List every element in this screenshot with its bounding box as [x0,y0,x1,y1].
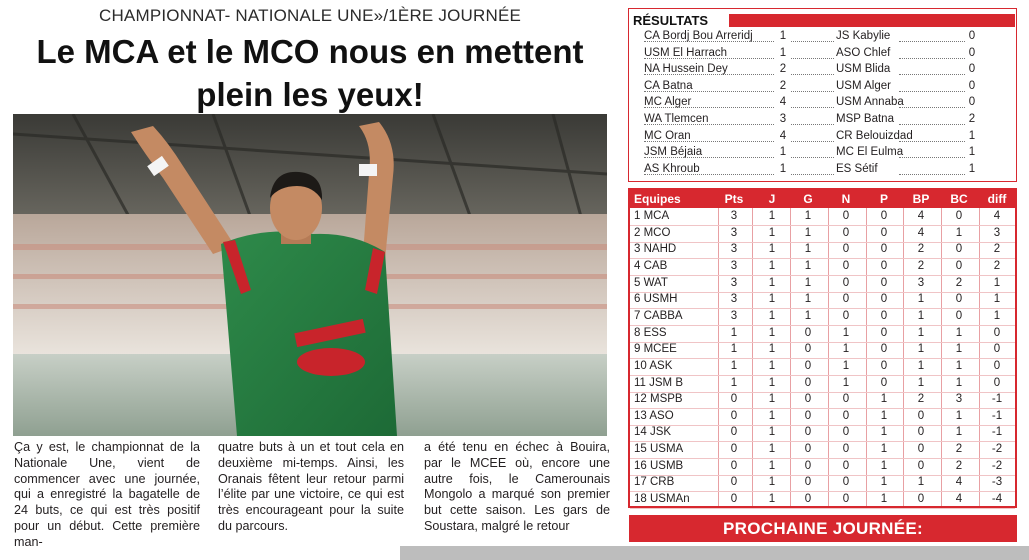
article-headline [0,30,620,116]
cell-pts: 0 [730,476,738,489]
cell-diff: 2 [993,259,1001,272]
cell-p: 0 [880,210,888,222]
cell-bp: 1 [917,376,925,389]
cell-bc: 1 [955,326,963,339]
header-j: J [768,192,776,206]
table-row [630,376,1015,393]
table-row [630,276,1015,293]
cell-j: 1 [768,493,776,506]
result-row [629,95,1017,112]
cell-p: 0 [880,359,888,372]
article-column-2 [218,440,404,535]
result-row [629,145,1017,162]
away-score: 1 [966,130,978,142]
cell-bc: 1 [955,226,963,239]
home-team: AS Khroub [644,162,700,175]
home-score: 2 [777,63,789,75]
cell-bp: 0 [917,426,925,439]
cell-g: 1 [804,309,812,322]
cell-pts: 3 [730,210,738,222]
header-diff: diff [987,192,1007,206]
table-row [630,492,1015,509]
cell-p: 1 [880,493,888,506]
cell-bc: 1 [955,409,963,422]
table-row [630,242,1015,259]
home-team: USM El Harrach [644,46,728,59]
cell-bc: 1 [955,343,963,356]
cell-p: 0 [880,343,888,356]
table-row [630,209,1015,226]
cell-team: 8 ESS [634,326,667,339]
cell-pts: 0 [730,459,738,472]
cell-n: 0 [842,443,850,456]
header-team: Equipes [634,192,681,206]
cell-team: 4 CAB [634,259,668,272]
cell-p: 0 [880,276,888,289]
cell-team: 6 USMH [634,293,678,306]
table-row [630,442,1015,459]
cell-diff: -4 [991,493,1003,506]
cell-g: 1 [804,293,812,306]
cell-pts: 1 [730,343,738,356]
cell-diff: 0 [993,343,1001,356]
cell-j: 1 [768,476,776,489]
result-row [629,112,1017,129]
away-team: ASO Chlef [836,46,891,59]
results-title: RÉSULTATS [633,13,709,28]
table-row [630,259,1015,276]
home-score: 2 [777,80,789,92]
cell-j: 1 [768,326,776,339]
away-team: CR Belouizdad [836,129,913,142]
home-score: 3 [777,113,789,125]
header-p: P [879,192,888,206]
cell-diff: 0 [993,326,1001,339]
cell-pts: 0 [730,443,738,456]
cell-p: 0 [880,293,888,306]
away-team: JS Kabylie [836,30,891,42]
home-team: CA Batna [644,79,693,92]
cell-bp: 1 [917,293,925,306]
cell-g: 1 [804,210,812,222]
cell-p: 0 [880,226,888,239]
cell-g: 1 [804,243,812,256]
cell-n: 0 [842,243,850,256]
table-row [630,309,1015,326]
cell-pts: 3 [730,243,738,256]
cell-g: 0 [804,343,812,356]
cell-j: 1 [768,309,776,322]
cell-pts: 1 [730,359,738,372]
home-team: CA Bordj Bou Arreridj [644,30,753,42]
cell-n: 1 [842,343,850,356]
cell-diff: 0 [993,359,1001,372]
cell-diff: 3 [993,226,1001,239]
cell-p: 1 [880,443,888,456]
cell-pts: 0 [730,393,738,406]
cell-pts: 1 [730,376,738,389]
player-celebration-photo [13,114,607,436]
cell-n: 0 [842,210,850,222]
cell-bp: 2 [917,259,925,272]
cell-g: 1 [804,226,812,239]
cell-bp: 1 [917,476,925,489]
cell-team: 2 MCO [634,226,671,239]
cell-n: 0 [842,459,850,472]
cell-bp: 0 [917,459,925,472]
cell-j: 1 [768,210,776,222]
cell-n: 0 [842,409,850,422]
cell-n: 0 [842,393,850,406]
cell-team: 16 USMB [634,459,684,472]
article-kicker: CHAMPIONNAT- NATIONALE UNE»/1ÈRE JOURNÉE [98,6,522,25]
cell-diff: -1 [991,426,1003,439]
cell-pts: 0 [730,409,738,422]
cell-bp: 4 [917,210,925,222]
table-row [630,409,1015,426]
cell-pts: 3 [730,293,738,306]
next-round-banner: PROCHAINE JOURNÉE: [629,515,1017,542]
cell-pts: 0 [730,493,738,506]
home-score: 1 [777,146,789,158]
cell-bc: 1 [955,359,963,372]
article-column-1 [14,440,200,551]
cell-j: 1 [768,376,776,389]
cell-p: 1 [880,409,888,422]
cell-g: 0 [804,443,812,456]
cell-team: 7 CABBA [634,309,683,322]
cell-pts: 3 [730,309,738,322]
cell-bc: 0 [955,259,963,272]
away-team: USM Alger [836,79,891,92]
away-score: 2 [966,113,978,125]
cell-bp: 0 [917,443,925,456]
cell-j: 1 [768,393,776,406]
table-row [630,342,1015,359]
header-bp: BP [912,192,930,206]
article-column-2-text: quatre buts à un et tout cela en deuxième mi-temps. Ainsi, les Oranais fêtent leur retour parmi l’élite par une victoire, ce qui est très encourageant pour la suite du parcours. [218,440,404,533]
table-row [630,459,1015,476]
cell-pts: 3 [730,259,738,272]
cell-g: 0 [804,376,812,389]
cell-p: 1 [880,426,888,439]
cell-pts: 0 [730,426,738,439]
cell-n: 1 [842,326,850,339]
cell-p: 0 [880,243,888,256]
cell-pts: 3 [730,276,738,289]
cell-diff: 1 [993,276,1001,289]
cell-j: 1 [768,409,776,422]
away-score: 1 [966,146,978,158]
cell-j: 1 [768,359,776,372]
cell-bc: 1 [955,426,963,439]
table-row [630,292,1015,309]
home-score: 4 [777,130,789,142]
cell-n: 0 [842,293,850,306]
cell-n: 0 [842,226,850,239]
result-row [629,62,1017,79]
cell-j: 1 [768,243,776,256]
cell-bp: 1 [917,309,925,322]
headline-line-2: plein les yeux! [196,76,424,113]
results-title-bar [729,14,1015,27]
cell-p: 0 [880,376,888,389]
cell-diff: 2 [993,243,1001,256]
away-score: 0 [966,80,978,92]
cell-g: 1 [804,276,812,289]
standings-table [628,188,1017,508]
cell-team: 15 USMA [634,443,684,456]
result-row [629,29,1017,46]
header-bc: BC [950,192,968,206]
standings-header-row [630,190,1015,208]
cell-diff: 0 [993,376,1001,389]
cell-g: 0 [804,326,812,339]
cell-n: 0 [842,276,850,289]
home-score: 1 [777,163,789,175]
away-score: 0 [966,30,978,42]
cell-bc: 2 [955,276,963,289]
cell-j: 1 [768,459,776,472]
home-score: 1 [777,47,789,59]
cell-diff: -2 [991,443,1003,456]
cell-g: 0 [804,393,812,406]
cell-bp: 2 [917,243,925,256]
photo-illustration [13,114,607,436]
results-box [628,8,1017,182]
cell-g: 1 [804,259,812,272]
cell-g: 0 [804,493,812,506]
cell-n: 0 [842,259,850,272]
cell-j: 1 [768,226,776,239]
away-team: MC El Eulma [836,146,904,159]
cell-diff: 1 [993,293,1001,306]
away-score: 0 [966,96,978,108]
away-team: ES Sétif [836,162,878,175]
cell-j: 1 [768,293,776,306]
cell-bp: 0 [917,493,925,506]
away-score: 1 [966,163,978,175]
cell-n: 0 [842,476,850,489]
page-footer-bar [400,546,1029,560]
cell-bc: 0 [955,210,963,222]
cell-bp: 2 [917,393,925,406]
home-team: NA Hussein Dey [644,63,728,76]
article-column-3 [424,440,610,535]
away-team: USM Annaba [836,96,904,109]
headline-line-1: Le MCA et le MCO nous en mettent [36,33,584,70]
table-row [630,425,1015,442]
cell-pts: 1 [730,326,738,339]
cell-team: 3 NAHD [634,243,677,256]
cell-bc: 4 [955,493,963,506]
cell-bp: 1 [917,343,925,356]
home-team: MC Alger [644,96,692,109]
cell-team: 13 ASO [634,409,674,422]
cell-g: 0 [804,476,812,489]
cell-diff: -3 [991,476,1003,489]
cell-bc: 0 [955,293,963,306]
cell-team: 5 WAT [634,276,668,289]
table-row [630,359,1015,376]
cell-bp: 3 [917,276,925,289]
cell-p: 0 [880,259,888,272]
cell-g: 0 [804,409,812,422]
cell-g: 0 [804,459,812,472]
cell-team: 14 JSK [634,426,672,439]
cell-team: 11 JSM B [634,376,683,389]
cell-team: 18 USMAn [634,493,690,506]
cell-team: 1 MCA [634,210,670,222]
cell-p: 0 [880,326,888,339]
header-g: G [803,192,813,206]
table-row [630,226,1015,243]
cell-bp: 1 [917,359,925,372]
cell-bc: 0 [955,309,963,322]
home-score: 4 [777,96,789,108]
cell-j: 1 [768,259,776,272]
cell-diff: -1 [991,409,1003,422]
table-row [630,392,1015,409]
result-row [629,46,1017,63]
home-score: 1 [777,30,789,42]
cell-p: 0 [880,309,888,322]
home-team: WA Tlemcen [644,113,709,125]
cell-bc: 2 [955,459,963,472]
result-row [629,79,1017,96]
table-row [630,475,1015,492]
cell-team: 17 CRB [634,476,675,489]
cell-diff: -1 [991,393,1003,406]
cell-diff: -2 [991,459,1003,472]
cell-n: 1 [842,359,850,372]
cell-bp: 1 [917,326,925,339]
away-team: MSP Batna [836,113,894,125]
cell-j: 1 [768,443,776,456]
cell-p: 1 [880,476,888,489]
cell-diff: 4 [993,210,1001,222]
table-row [630,326,1015,343]
away-score: 0 [966,47,978,59]
cell-team: 10 ASK [634,359,673,372]
cell-bc: 0 [955,243,963,256]
cell-pts: 3 [730,226,738,239]
cell-team: 9 MCEE [634,343,677,356]
away-team: USM Blida [836,63,891,76]
cell-p: 1 [880,459,888,472]
cell-j: 1 [768,343,776,356]
header-n: N [841,192,851,206]
result-row [629,162,1017,179]
home-team: MC Oran [644,129,691,142]
cell-bc: 2 [955,443,963,456]
cell-team: 12 MSPB [634,393,683,406]
cell-n: 0 [842,309,850,322]
cell-bp: 0 [917,409,925,422]
cell-g: 0 [804,426,812,439]
cell-g: 0 [804,359,812,372]
cell-n: 0 [842,493,850,506]
cell-j: 1 [768,276,776,289]
cell-bp: 4 [917,226,925,239]
home-team: JSM Béjaia [644,146,703,159]
result-row [629,129,1017,146]
cell-p: 1 [880,393,888,406]
cell-n: 1 [842,376,850,389]
article-column-3-text: a été tenu en échec à Bouira, par le MCEE où, encore une autre fois, le Camerounais Mongolo a marqué son premier but cette saison. Les gars de Soustara, malgré le retour [424,440,610,533]
cell-diff: 1 [993,309,1001,322]
cell-bc: 1 [955,376,963,389]
results-header [629,12,1017,29]
cell-j: 1 [768,426,776,439]
cell-bc: 4 [955,476,963,489]
away-score: 0 [966,63,978,75]
header-pts: Pts [724,192,744,206]
cell-n: 0 [842,426,850,439]
cell-bc: 3 [955,393,963,406]
article-column-1-text: Ça y est, le championnat de la Nationale Une, vient de commencer avec une journée, qui a enregistré la bagatelle de 24 buts, ce qui est très positif pour un début. Cette première man- [14,440,200,549]
